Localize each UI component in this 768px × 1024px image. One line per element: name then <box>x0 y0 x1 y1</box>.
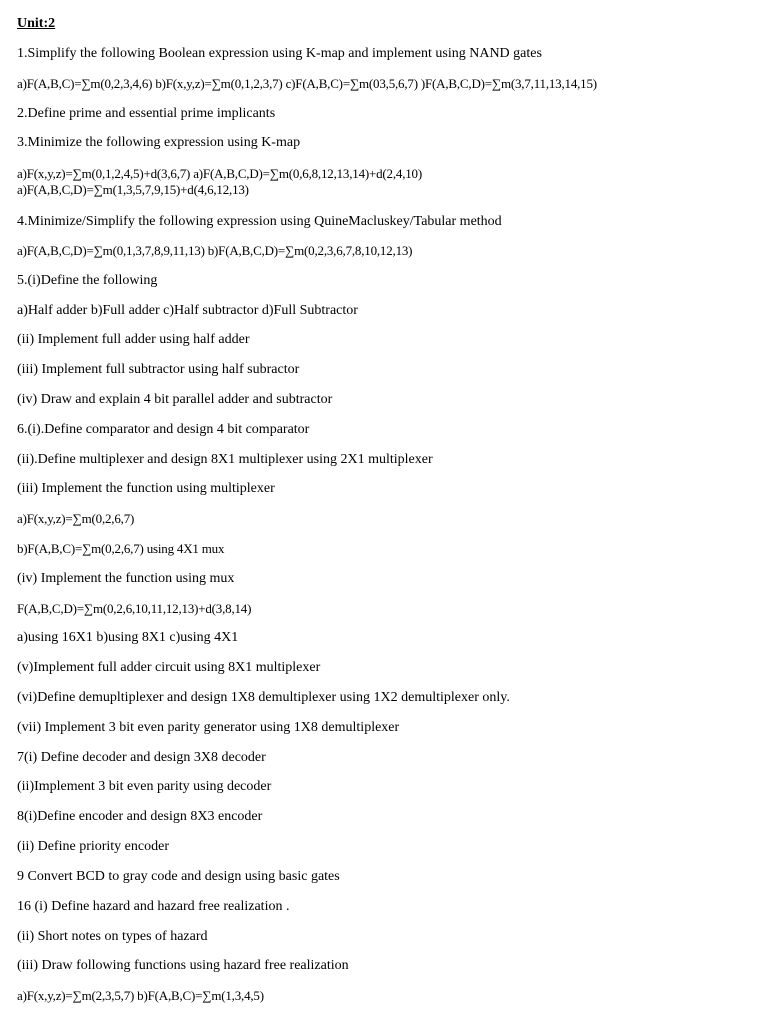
question-9: 9 Convert BCD to gray code and design using basic gates <box>17 869 340 884</box>
question-5-iv: (iv) Draw and explain 4 bit parallel adder and subtractor <box>17 392 333 407</box>
question-3: 3.Minimize the following expression using K-map <box>17 135 301 150</box>
question-5-iii: (iii) Implement full subtractor using half subractor <box>17 362 300 377</box>
question-3-part-a: a)F(x,y,z)=∑m(0,1,2,4,5)+d(3,6,7) a)F(A,B,C,D)=∑m(0,6,8,12,13,14)+d(2,4,10) <box>17 166 422 181</box>
question-6-ii: (ii).Define multiplexer and design 8X1 multiplexer using 2X1 multiplexer <box>17 452 433 467</box>
question-6-vi: (vi)Define demupltiplexer and design 1X8 demultiplexer using 1X2 demultiplexer only. <box>17 690 510 705</box>
question-6-iv-options: a)using 16X1 b)using 8X1 c)using 4X1 <box>17 630 239 645</box>
question-6-iv-function: F(A,B,C,D)=∑m(0,2,6,10,11,12,13)+d(3,8,14) <box>17 601 252 616</box>
question-8-ii: (ii) Define priority encoder <box>17 839 169 854</box>
question-6-iii-a: a)F(x,y,z)=∑m(0,2,6,7) <box>17 511 135 526</box>
question-7-ii: (ii)Implement 3 bit even parity using decoder <box>17 779 272 794</box>
question-16-i: 16 (i) Define hazard and hazard free realization . <box>17 899 290 914</box>
question-4-parts: a)F(A,B,C,D)=∑m(0,1,3,7,8,9,11,13) b)F(A,B,C,D)=∑m(0,2,3,6,7,8,10,12,13) <box>17 243 413 258</box>
question-5-items: a)Half adder b)Full adder c)Half subtractor d)Full Subtractor <box>17 303 358 318</box>
unit-heading: Unit:2 <box>17 16 56 31</box>
question-1: 1.Simplify the following Boolean expression using K-map and implement using NAND gates <box>17 46 542 61</box>
question-16-iii-parts: a)F(x,y,z)=∑m(2,3,5,7) b)F(A,B,C)=∑m(1,3,4,5) <box>17 988 264 1003</box>
question-6-iii: (iii) Implement the function using multiplexer <box>17 481 275 496</box>
question-4: 4.Minimize/Simplify the following expression using QuineMacluskey/Tabular method <box>17 214 502 229</box>
question-16-ii: (ii) Short notes on types of hazard <box>17 929 208 944</box>
question-1-parts: a)F(A,B,C)=∑m(0,2,3,4,6) b)F(x,y,z)=∑m(0,1,2,3,7) c)F(A,B,C)=∑m(03,5,6,7) )F(A,B,C,D)=∑m(3,7,11,13,14,15) <box>17 76 597 91</box>
question-6-vii: (vii) Implement 3 bit even parity generator using 1X8 demultiplexer <box>17 720 400 735</box>
question-8-i: 8(i)Define encoder and design 8X3 encoder <box>17 809 263 824</box>
question-6-iv: (iv) Implement the function using mux <box>17 571 235 586</box>
question-5: 5.(i)Define the following <box>17 273 158 288</box>
question-2: 2.Define prime and essential prime implicants <box>17 106 276 121</box>
question-7-i: 7(i) Define decoder and design 3X8 decoder <box>17 750 266 765</box>
question-3-part-b: a)F(A,B,C,D)=∑m(1,3,5,7,9,15)+d(4,6,12,13) <box>17 182 249 197</box>
question-6-i: 6.(i).Define comparator and design 4 bit comparator <box>17 422 310 437</box>
question-6-iii-b: b)F(A,B,C)=∑m(0,2,6,7) using 4X1 mux <box>17 541 225 556</box>
question-5-ii: (ii) Implement full adder using half adder <box>17 332 250 347</box>
question-6-v: (v)Implement full adder circuit using 8X1 multiplexer <box>17 660 321 675</box>
question-16-iii: (iii) Draw following functions using hazard free realization <box>17 958 349 973</box>
